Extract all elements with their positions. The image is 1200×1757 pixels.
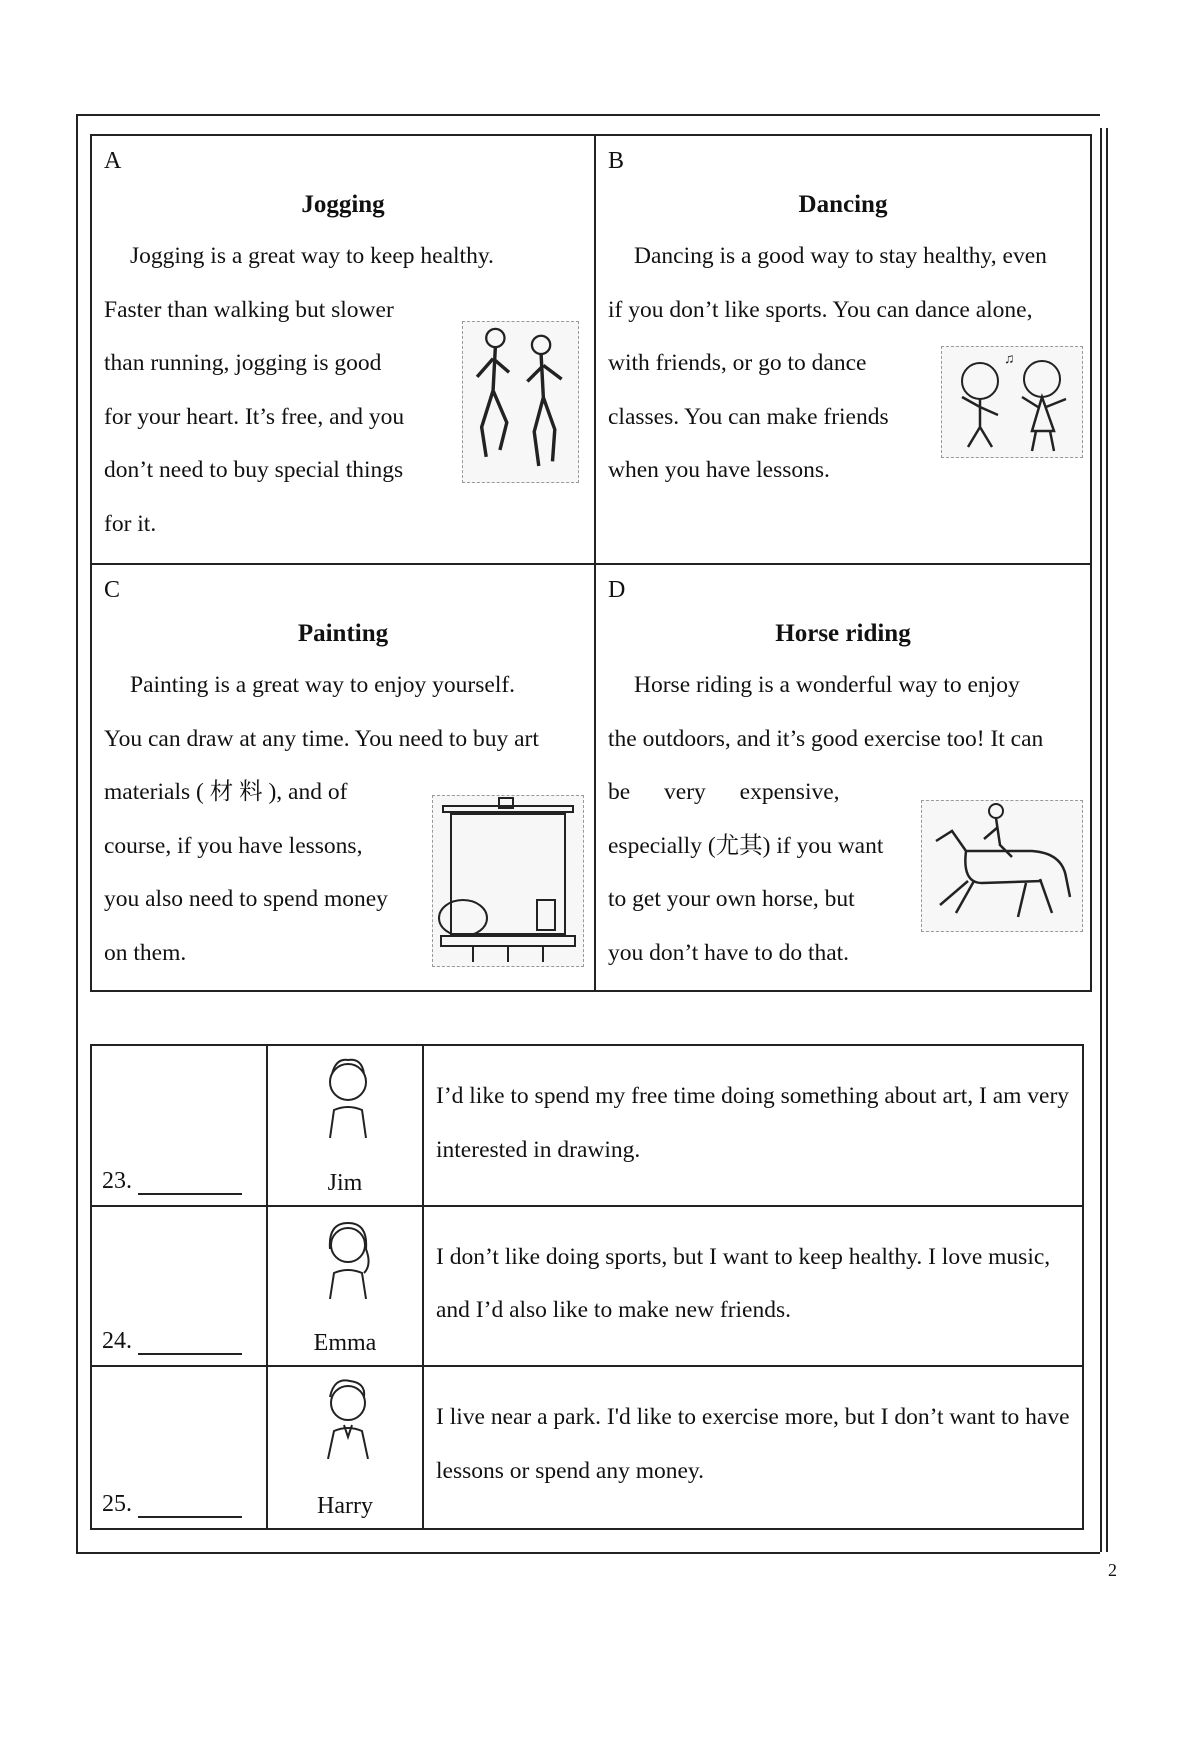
passage-a bbox=[92, 136, 596, 565]
statement-text: I’d like to spend my free time doing something about art, I am very interested in drawing. bbox=[436, 1083, 1070, 1163]
passage-line: when you have lessons. bbox=[608, 457, 830, 483]
passage-line: on them. bbox=[104, 939, 187, 966]
person-name: Emma bbox=[313, 1330, 377, 1357]
passage-line: Faster than walking but slower bbox=[104, 296, 394, 323]
passage-line: be very expensive, bbox=[608, 779, 840, 805]
horse-illustration bbox=[921, 800, 1083, 932]
question-table bbox=[90, 1044, 1084, 1530]
passage-line: Horse riding is a wonderful way to enjoy bbox=[634, 672, 1020, 698]
page-number: 2 bbox=[1108, 1560, 1117, 1580]
passage-letter: B bbox=[608, 148, 625, 174]
passage-grid bbox=[90, 134, 1092, 992]
passage-line: to get your own horse, but bbox=[608, 886, 855, 912]
statement-cell bbox=[424, 1046, 1082, 1207]
passage-line: you also need to spend money bbox=[104, 886, 388, 912]
passage-d bbox=[596, 565, 1090, 990]
statement-text: I live near a park. I'd like to exercise more, but I don’t want to have lessons or spend any money. bbox=[436, 1404, 1070, 1484]
answer-blank[interactable] bbox=[138, 1171, 242, 1195]
margin-rule bbox=[1100, 128, 1102, 1552]
passage-title: Jogging bbox=[301, 191, 385, 218]
question-number: 23. bbox=[102, 1168, 242, 1195]
answer-blank[interactable] bbox=[138, 1331, 242, 1355]
passage-line: for it. bbox=[104, 510, 157, 537]
person-cell bbox=[268, 1367, 424, 1528]
passage-line: Painting is a great way to enjoy yourself. bbox=[130, 672, 516, 698]
passage-letter: C bbox=[104, 577, 121, 603]
passage-line: especially (尤其) if you want bbox=[608, 832, 884, 859]
passage-line: materials ( 材 料 ), and of bbox=[104, 779, 348, 805]
passage-title: Painting bbox=[297, 620, 389, 647]
person-cell bbox=[268, 1046, 424, 1207]
passage-line: Dancing is a good way to stay healthy, even bbox=[634, 243, 1047, 269]
question-number: 25. bbox=[102, 1491, 242, 1518]
margin-rule bbox=[1106, 128, 1108, 1552]
statement-cell bbox=[424, 1207, 1082, 1368]
joggers-illustration bbox=[462, 321, 579, 483]
answer-cell bbox=[92, 1046, 268, 1207]
passage-b bbox=[596, 136, 1090, 565]
passage-line: Jogging is a great way to keep healthy. bbox=[130, 243, 494, 269]
person-cell bbox=[268, 1207, 424, 1368]
horse-rider-icon bbox=[922, 801, 1082, 931]
passage-letter: A bbox=[104, 148, 122, 174]
answer-cell bbox=[92, 1207, 268, 1368]
dancers-illustration bbox=[941, 346, 1083, 458]
passage-line: classes. You can make friends bbox=[608, 403, 889, 430]
joggers-icon bbox=[463, 322, 578, 482]
passage-title: Horse riding bbox=[775, 620, 911, 647]
person-name: Harry bbox=[317, 1493, 373, 1519]
answer-blank[interactable] bbox=[138, 1494, 242, 1518]
passage-line: course, if you have lessons, bbox=[104, 832, 363, 859]
easel-palette-icon bbox=[433, 796, 583, 966]
dancing-children-icon bbox=[942, 347, 1082, 457]
boy-portrait-icon bbox=[316, 1054, 380, 1138]
passage-line: don’t need to buy special things bbox=[104, 457, 404, 483]
passage-title: Dancing bbox=[798, 191, 888, 218]
passage-line: with friends, or go to dance bbox=[608, 350, 867, 376]
question-number: 24. bbox=[102, 1328, 242, 1355]
easel-illustration bbox=[432, 795, 584, 967]
passage-line: than running, jogging is good bbox=[104, 350, 382, 376]
passage-line: the outdoors, and it’s good exercise too! It can bbox=[608, 725, 1044, 752]
passage-line: if you don’t like sports. You can dance alone, bbox=[608, 296, 1033, 323]
answer-cell bbox=[92, 1367, 268, 1528]
boy-portrait-icon bbox=[316, 1375, 380, 1459]
statement-cell bbox=[424, 1367, 1082, 1528]
statement-text: I don’t like doing sports, but I want to keep healthy. I love music, and I’d also like to make new friends. bbox=[436, 1243, 1051, 1324]
svg-text:♫: ♫ bbox=[1004, 352, 1015, 367]
person-name: Jim bbox=[327, 1169, 363, 1196]
passage-c bbox=[92, 565, 596, 990]
passage-line: you don’t have to do that. bbox=[608, 939, 850, 966]
passage-line: You can draw at any time. You need to buy art bbox=[104, 725, 539, 752]
girl-portrait-icon bbox=[316, 1215, 380, 1299]
passage-line: for your heart. It’s free, and you bbox=[104, 403, 405, 430]
passage-letter: D bbox=[608, 577, 626, 603]
